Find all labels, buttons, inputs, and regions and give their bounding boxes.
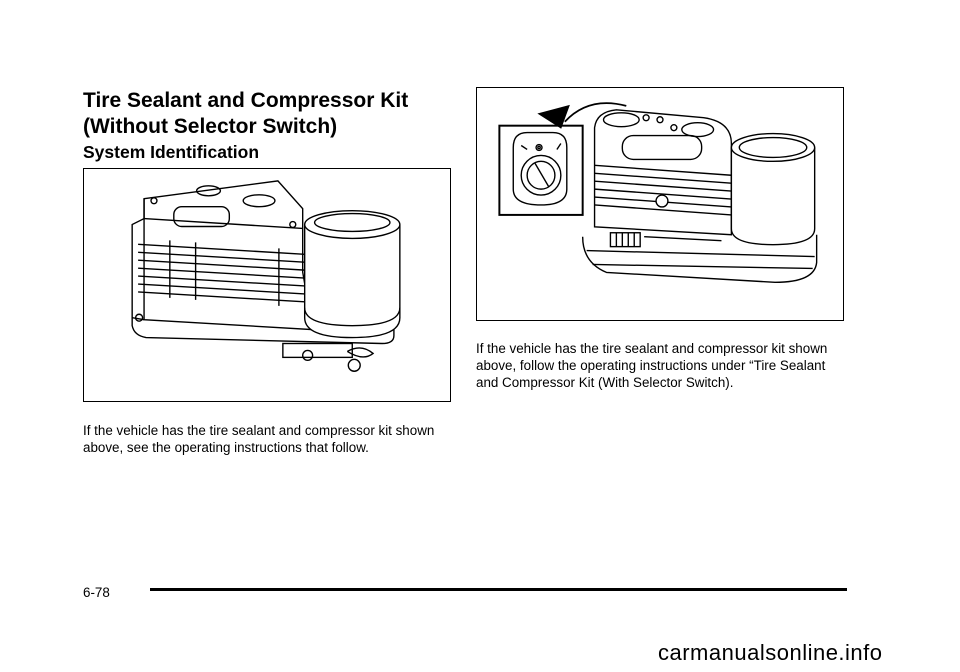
compressor-drawing-left [84,169,450,401]
subsection-title: System Identification [83,142,260,162]
compressor-illustration-left [83,168,451,402]
section-title-line1: Tire Sealant and Compressor Kit [83,89,409,112]
watermark: carmanualsonline.info [658,640,883,665]
section-heading [83,88,463,140]
compressor-illustration-right [476,87,844,321]
left-caption: If the vehicle has the tire sealant and compressor kit shown above, see the operating instructions that follow. [83,423,435,455]
section-title-line2: (Without Selector Switch) [83,115,338,138]
right-caption: If the vehicle has the tire sealant and compressor kit shown above, follow the operating instructions under “Tire Sealant and Compressor Kit (With Selector Switch). [476,341,828,390]
compressor-drawing-right [477,88,843,320]
page-number: 6-78 [83,585,110,600]
footer-rule [150,588,847,591]
